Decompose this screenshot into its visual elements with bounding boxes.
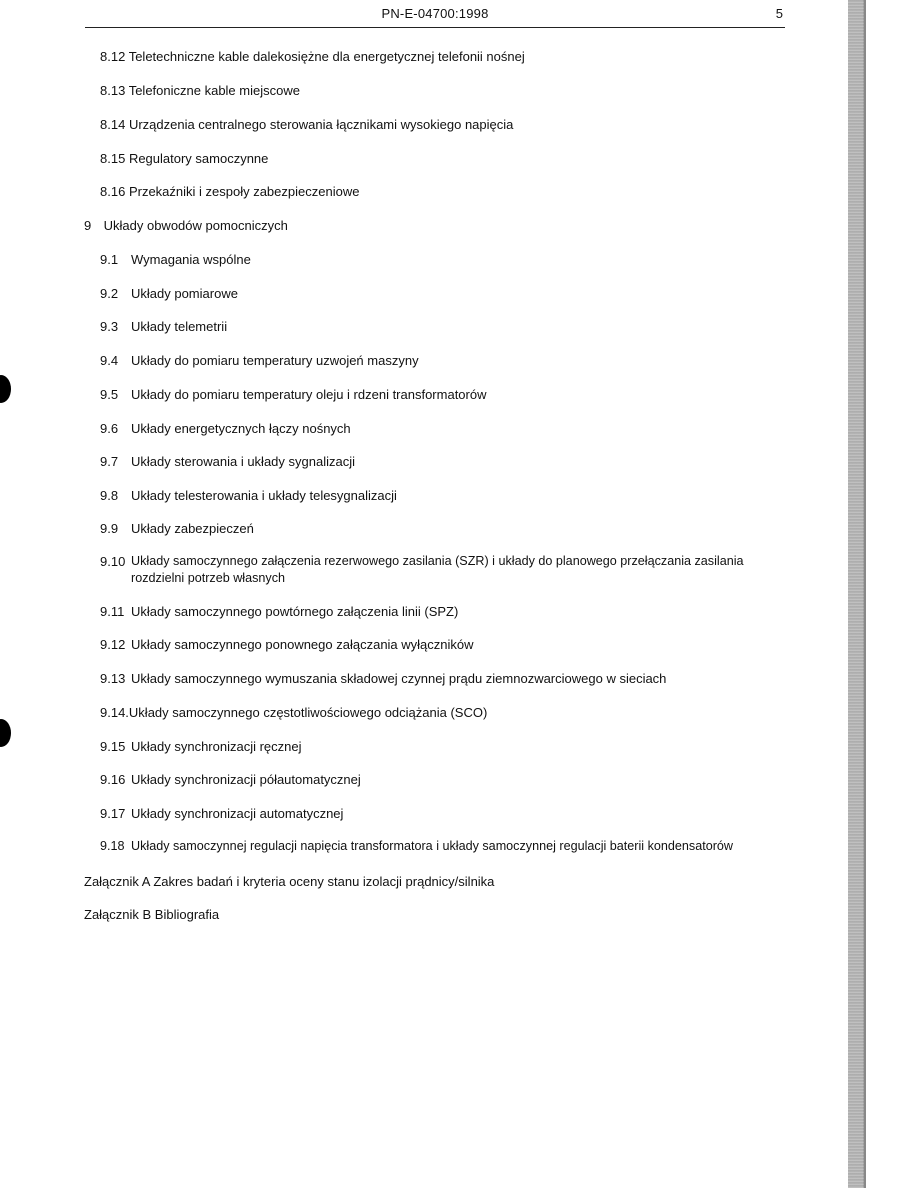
toc-number: 9.13 [100, 671, 126, 686]
toc-entry [100, 603, 458, 620]
toc-section [84, 217, 288, 234]
toc-entry [100, 771, 361, 788]
toc-number: 9.5 [100, 387, 119, 402]
toc-entry [100, 285, 238, 302]
toc-number: 9.9 [100, 521, 119, 536]
toc-text: Układy sterowania i układy sygnalizacji [131, 454, 355, 469]
toc-entry [100, 420, 351, 437]
toc-text: Układy synchronizacji automatycznej [131, 806, 344, 821]
toc-text: Układy samoczynnej regulacji napięcia transformatora i układy samoczynnej regulacji baterii kondensatorów [131, 839, 733, 853]
toc-text: Układy zabezpieczeń [131, 521, 254, 536]
toc-number: 8.12 [100, 49, 126, 64]
toc-text: Przekaźniki i zespoły zabezpieczeniowe [128, 184, 360, 199]
toc-number: 9.6 [100, 421, 119, 436]
toc-entry [100, 150, 268, 167]
scan-edge-strip [848, 0, 864, 1188]
toc-text: Układy telemetrii [131, 319, 228, 334]
toc-text: Układy samoczynnego powtórnego załączenia linii (SPZ) [131, 604, 459, 619]
toc-entry [100, 805, 343, 822]
toc-entry [100, 352, 419, 369]
header-rule [85, 27, 785, 28]
toc-entry [100, 838, 733, 855]
toc-text: Układy telesterowania i układy telesygnalizacji [131, 488, 397, 503]
punch-hole-mark [0, 719, 11, 747]
page-number: 5 [775, 6, 783, 21]
page-header [85, 6, 785, 28]
toc-text: Układy samoczynnego ponownego załączania wyłączników [131, 637, 474, 652]
document-code: PN-E-04700:1998 [381, 6, 489, 21]
toc-text: Wymagania wspólne [131, 252, 251, 267]
toc-text: Układy samoczynnego częstotliwościowego odciążania (SCO) [128, 705, 488, 720]
toc-number: 9.2 [100, 286, 119, 301]
toc-entry [100, 116, 513, 133]
toc-text: Regulatory samoczynne [128, 151, 269, 166]
toc-number: 9.18 [100, 839, 125, 853]
toc-entry [100, 48, 525, 65]
toc-number: 9.16 [100, 772, 126, 787]
toc-number: 8.13 [100, 83, 126, 98]
toc-number: 9.12 [100, 637, 126, 652]
toc-number: 9.14. [100, 705, 129, 720]
toc-number: 9.15 [100, 739, 126, 754]
toc-number: 9.17 [100, 806, 126, 821]
toc-number: 9.11 [100, 604, 125, 619]
toc-text: Układy do pomiaru temperatury oleju i rdzeni transformatorów [131, 387, 487, 402]
toc-text: Teletechniczne kable dalekosiężne dla energetycznej telefonii nośnej [128, 49, 525, 64]
toc-number: 9 [84, 218, 92, 233]
toc-number: 8.16 [100, 184, 126, 199]
toc-number: 9.7 [100, 454, 119, 469]
toc-entry [100, 520, 254, 537]
toc-entry [100, 318, 227, 335]
toc-entry [100, 82, 300, 99]
toc-text: Układy energetycznych łączy nośnych [131, 421, 351, 436]
toc-annex [84, 873, 494, 890]
toc-entry [100, 453, 355, 470]
toc-text: Załącznik A Zakres badań i kryteria oceny stanu izolacji prądnicy/silnika [84, 874, 495, 889]
toc-entry [100, 183, 359, 200]
toc-annex [84, 906, 219, 923]
toc-text: Układy synchronizacji półautomatycznej [131, 772, 361, 787]
punch-hole-mark [0, 375, 11, 403]
toc-text: Układy samoczynnego wymuszania składowej czynnej prądu ziemnozwarciowego w sieciach [131, 671, 667, 686]
toc-entry [100, 738, 302, 755]
toc-text: Układy synchronizacji ręcznej [131, 739, 302, 754]
toc-text: Układy samoczynnego załączenia rezerwowego zasilania (SZR) i układy do planowego przełączania zasilania rozdzielni potrzeb własnych [131, 554, 744, 585]
toc-entry [100, 386, 487, 403]
toc-number: 9.10 [100, 554, 126, 569]
toc-number: 8.15 [100, 151, 126, 166]
toc-text: Urządzenia centralnego sterowania łącznikami wysokiego napięcia [128, 117, 514, 132]
toc-entry [100, 704, 487, 721]
toc-number: 8.14 [100, 117, 126, 132]
toc-entry [100, 670, 666, 687]
toc-text: Załącznik B Bibliografia [84, 907, 220, 922]
toc-text: Telefoniczne kable miejscowe [128, 83, 300, 98]
toc-number: 9.8 [100, 488, 119, 503]
toc-text: Układy pomiarowe [131, 286, 238, 301]
toc-entry [100, 251, 251, 268]
toc-entry [100, 553, 790, 587]
toc-text: Układy do pomiaru temperatury uzwojeń maszyny [131, 353, 419, 368]
toc-number: 9.1 [100, 252, 119, 267]
toc-number: 9.3 [100, 319, 119, 334]
toc-text: Układy obwodów pomocniczych [103, 218, 288, 233]
toc-number: 9.4 [100, 353, 119, 368]
toc-entry [100, 636, 474, 653]
toc-entry [100, 487, 397, 504]
